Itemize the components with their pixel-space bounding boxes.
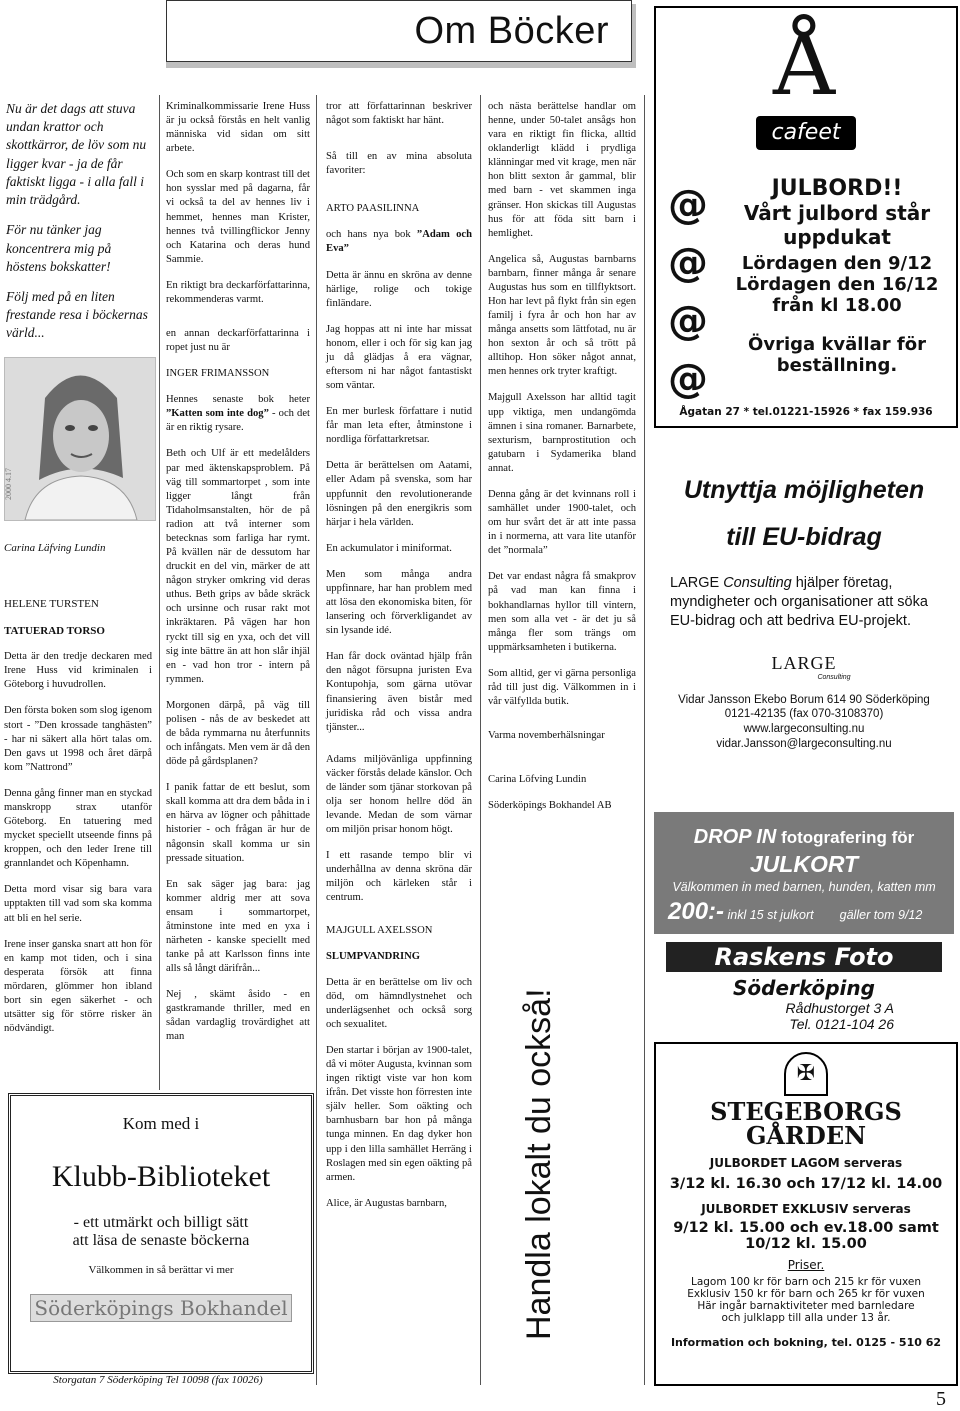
raskens-address: Rådhustorget 3 A: [785, 1000, 894, 1016]
author-photo: [4, 357, 156, 521]
article-column-3: [326, 100, 472, 1223]
paragraph: och nästa berättelse handlar om henne, under 50-talet ansågs hon vara en riktigt fin flicka, alltid oklanderligt klädd i prydliga klänningar med vit krage, men när hon blitt sexton år gammal, blir med barn - vet skammen inga gränser. Hon skickas till Augustas hus för att föda sitt barn i hemlighet.: [488, 101, 636, 239]
cafe-logo-word: cafeet: [756, 116, 856, 150]
paragraph: Beth och Ulf är ett medelålders par med äktenskapsproblem. På väg till sommartorpet , som inte ligger långt från Tidaholmsanstalten, hör de på radion att två interner som betecknas som farliga har rymt. På kvällen när de dessutom har druckit en del vin, märker de att någon stryker omkring vid deras uthus. Beth grips av både skräck och ursinne och rusar rakt mot inkräktaren. På vägen har hon ryckt till sig en yxa, och det vill sig inte bättre än att hon slår ihjäl en - vad hon tror - intern på rymmen.: [166, 448, 310, 685]
steg-line: 10/12 kl. 15.00: [745, 1236, 867, 1252]
cafe-ad: [654, 6, 958, 428]
book-title: ”Katten som inte dog”: [166, 408, 269, 420]
paragraph: I panik fattar de ett beslut, som skall komma att dra dem båda in i en härva av lögner och påhittade historier - och frågan är hur de någonsin skall komma ur sin pressade situation.: [166, 782, 310, 864]
steg-line: JULBORDET LAGOM serveras: [709, 1156, 903, 1170]
cafe-line: från kl 18.00: [772, 295, 902, 316]
steg-line: Lagom 100 kr för barn och 215 kr för vuxen: [690, 1276, 921, 1288]
page-title-box: [166, 0, 632, 62]
paragraph: Nej , skämt åsido - en gastkramande thriller, med en sådan vardaglig trovärdighet att man: [166, 989, 310, 1043]
paragraph: Kriminalkommissarie Irene Huss är ju också förstås en helt vanlig människa vid sidan om sitt arbete.: [166, 101, 310, 155]
paragraph: Den första boken som slog igenom stort - ”Den krossade tanghästen” - har ni säkert alla hört talas om. Den gavs ut 1998 och året därpå kom ”Nattrond”: [4, 705, 152, 773]
large-logo: LARGE: [771, 652, 837, 673]
paragraph: Detta mord visar sig bara vara upptakten till vad som ska komma att bli en hel serie.: [4, 884, 152, 924]
contact-line: 0121-42135 (fax 070-3108370): [724, 708, 884, 721]
cafe-line: Övriga kvällar för: [748, 334, 926, 355]
paragraph: Denna gång finner man en styckad manskropp strax utanför Göteborg. En tatuering med mycket speciellt utseende finns på kroppen, och den leder Irene till grannlandet och Köpenhamn.: [4, 787, 152, 870]
dropin-ad: [654, 812, 954, 934]
cafe-footer: Ågatan 27 * tel.01221-15926 * fax 159.936: [679, 406, 933, 418]
spiral-icon: @: [668, 182, 708, 228]
intro-text: [6, 100, 152, 355]
cafe-line: Lördagen den 9/12: [741, 253, 933, 274]
cafe-line: uppdukat: [783, 225, 891, 249]
paragraph: Irene inser ganska snart att hon för en kamp mot tiden, och i sina desperata försök att finna mördaren, glömmer hon ibland bort sin egen säkerhet - och utsätter sig för större risker än nödvändigt.: [4, 938, 152, 1035]
paragraph: Alice, är Augustas barnbarn,: [326, 1197, 447, 1209]
paragraph: Och som en skarp kontrast till det hon sysslar med på dagarna, får vi också ta del av hennes liv i hemmet, hennes man Krister, hennes två tvillingflickor Jenny och Katarina och deras hund Sammie.: [166, 169, 310, 265]
ad-line: Välkommen in så berättar vi mer: [88, 1264, 234, 1276]
cafe-text: [724, 176, 950, 376]
paragraph: Så till en av mina absoluta favoriter:: [326, 151, 472, 177]
paragraph: Detta är den tredje deckaren med Irene Huss vid kriminalen i Göteborg i huvudrollen.: [4, 651, 152, 691]
paragraph: Som alltid, ger vi gärna personliga råd till just dig. Välkommen in i vår välfyllda butik.: [488, 667, 636, 707]
article-column-1: [4, 597, 152, 1048]
cafe-line: Lördagen den 16/12: [735, 274, 939, 295]
column-divider: [159, 95, 160, 1090]
intro-paragraph: Följ med på en liten frestande resa i böckernas värld...: [6, 288, 148, 341]
paragraph: En mer burlesk författare i nutid får man leta efter, åtminstone i nordliga författarkretsar.: [326, 406, 472, 446]
author-name: HELENE TURSTEN: [4, 598, 99, 610]
spiral-decoration: [668, 176, 708, 408]
dropin-line: JULKORT: [749, 851, 859, 877]
bookshop-address: Storgatan 7 Söderköping Tel 10098 (fax 10026): [53, 1374, 263, 1386]
paragraph: Det var endast några få smakprov på vad man kan finna i bokhandlarnas hyllor till vintern, men som alla vet - är det ju så många fler som trängs om uppmärksamheten i butikerna.: [488, 571, 636, 653]
photo-credit: 2000 4.17: [4, 468, 13, 500]
page-title: Om Böcker: [414, 9, 609, 52]
portrait-image: [5, 358, 155, 520]
crest-icon: ✠: [784, 1052, 828, 1096]
paragraph: Den startar i början av 1900-talet, då vi möter Augusta, kvinnan som ingen riktigt viste var hon kom ifrån. Det visste hon förresten inte själv heller. Som oäkting och barnhusbarn bar hon på många tunga minnen. En dag dyker hon upp i den lilla samhället Herräng i Roslagen med sin egen oäkting på armen.: [326, 1044, 472, 1183]
steg-line: Priser.: [787, 1258, 825, 1272]
page-header: [6, 0, 636, 64]
ad-line: - ett utmärkt och billigt sätt: [73, 1214, 249, 1231]
paragraph: tror att författarinnan beskriver något som faktiskt har hänt.: [326, 101, 472, 127]
spiral-icon: @: [668, 240, 708, 286]
stegeborgs-name: STEGEBORGS GÅRDEN: [710, 1097, 902, 1150]
eu-contact: [654, 693, 954, 753]
column-divider: [316, 95, 317, 1385]
dropin-line: DROP IN fotografering för: [693, 826, 915, 848]
paragraph: Hennes senaste bok heter ”Katten som inte dog” - och det är en riktig rysare.: [166, 394, 310, 434]
dropin-line: Välkommen in med barnen, hunden, katten mm: [672, 880, 936, 894]
paragraph: En riktigt bra deckarförfattarinna, rekommenderas varmt.: [166, 279, 310, 305]
cafe-line: beställning.: [776, 355, 898, 376]
eu-body: LARGE Consulting hjälper företag, myndigheter och organisationer att söka EU-bidrag och att bedriva EU-projekt.: [670, 575, 928, 629]
paragraph: En sak säger jag bara: jag kommer aldrig mer att sova ensam i sommartorpet, åtminstone inte med en yxa i närheten - kanske speciellt med tanke på att Karlsson finns inte alls så långt därifrån...: [166, 878, 310, 975]
raskens-phone: Tel. 0121-104 26: [789, 1016, 894, 1032]
article-column-4: [488, 100, 636, 825]
book-title: TATUERAD TORSO: [4, 624, 105, 637]
eu-consulting-ad: [654, 440, 954, 752]
column-divider: [480, 95, 481, 1385]
photo-caption: Carina Läfving Lundin: [4, 542, 106, 554]
author-name: INGER FRIMANSSON: [166, 368, 270, 380]
paragraph: Morgonen därpå, på väg till polisen - nås de av beskedet att de båda rymmarna nu återfunnits och infångats. Men vem är då den döde på gårdsplanen?: [166, 699, 310, 768]
steg-line: Information och bokning, tel. 0125 - 510 62: [670, 1336, 942, 1349]
contact-line[interactable]: vidar.Jansson@largeconsulting.nu: [716, 738, 892, 751]
paragraph: en annan deckarförfattarinna i ropet just nu är: [166, 328, 310, 354]
paragraph: och hans nya bok ”Adam och Eva”: [326, 229, 473, 255]
intro-paragraph: Nu är det dags att stuva undan krattor och skottkärror, de löv som nu ligger kvar - ja de får faktiskt ligga - i alla fall i min trädgård.: [6, 101, 147, 208]
book-title: SLUMPVANDRING: [326, 950, 420, 962]
paragraph: Angelica så, Augustas barnbarns barnbarn, finner många år senare Augustas hus som en tillflyktsort. Hon har levt på flykt från sin egen familj i fyra år och hon har av många ansetts som lättfotad, nu är hon sexton år och så trött på alltihop. Hon söker något annat, men hennes ork tryter kraftigt.: [488, 253, 636, 378]
contact-line[interactable]: www.largeconsulting.nu: [743, 723, 865, 736]
page-number: 5: [936, 1388, 946, 1410]
large-logo-sub: Consulting: [817, 673, 851, 681]
klubb-biblioteket-ad: [8, 1093, 314, 1374]
steg-line: 9/12 kl. 15.00 och ev.18.00 samt: [673, 1220, 939, 1236]
intro-paragraph: För nu tänker jag koncentrera mig på höstens bokskatter!: [6, 222, 112, 274]
paragraph: I ett rasande tempo blir vi underhållna av denna skröna där miljön och kärleken står i centrum.: [326, 850, 472, 904]
raskens-foto-ad: [654, 940, 954, 1036]
book-title: ”Adam och Eva”: [326, 229, 473, 255]
paragraph: En ackumulator i miniformat.: [326, 542, 452, 554]
stegeborgs-ad: [654, 1042, 958, 1386]
cafe-line: Vårt julbord står: [743, 201, 931, 225]
steg-line: 3/12 kl. 16.30 och 17/12 kl. 14.00: [669, 1176, 943, 1192]
vertical-slogan: Handla lokalt du också!: [520, 988, 558, 1340]
paragraph: Majgull Axelsson har alltid tagit upp viktiga, men undangömda ämnen i sina romaner. Barnarbete, sexturism, barnprostitution och gatubarn i Sydamerika bland annat.: [488, 392, 636, 474]
bookshop-logo: Söderköpings Bokhandel: [30, 1294, 292, 1322]
paragraph: Detta är ännu en skröna av denne härlige, rolige och tokige finländare.: [326, 269, 472, 309]
paragraph: Han får dock oväntad hjälp från den något försupna juristen Eva Kontupohja, som gärna utövar finansiering även bistår med juridiska råd och vissa andra tjänster...: [326, 651, 472, 733]
eu-heading: till EU-bidrag: [726, 523, 882, 551]
paragraph: Detta är berättelsen om Aatami, eller Adam på svenska, som har uppfunnit den revolutionerande lösningen på den energikris som härjar i hela världen.: [326, 460, 472, 528]
paragraph: Adams miljövänliga uppfinning väcker förstås delade känslor. Och de länder som tjänar storkovan på olja ser honom hellre död än levande. Medan de som värnar om miljön prisar honom högt.: [326, 753, 472, 836]
eu-heading: Utnyttja möjligheten: [683, 476, 925, 504]
steg-line: Exklusiv 150 kr för barn och 265 kr för vuxen: [687, 1288, 925, 1300]
raskens-logo: Raskens Foto: [666, 942, 942, 972]
column-divider: [644, 95, 645, 1385]
paragraph: Varma novemberhälsningar: [488, 730, 605, 742]
dropin-price-line: 200:- inkl 15 st julkort gäller tom 9/12: [668, 898, 923, 925]
contact-line: Vidar Jansson Ekebo Borum 614 90 Söderköping: [678, 693, 930, 706]
paragraph: Men som många andra uppfinnare, har han problem med att lösa den ekonomiska biten, för lansering och förverkligandet av sin lysande idé.: [326, 568, 472, 637]
article-column-2: [166, 100, 310, 1057]
signature: Carina Löfving Lundin: [488, 774, 587, 786]
spiral-icon: @: [668, 356, 708, 402]
steg-line: JULBORDET EXKLUSIV serveras: [701, 1202, 911, 1216]
author-name: MAJGULL AXELSSON: [326, 924, 433, 936]
paragraph: Detta är en berättelse om liv och död, om hämndlystnehet och underlägsenhet och också sorg och sexualitet.: [326, 976, 472, 1030]
ad-line: att läsa de senaste böckerna: [72, 1232, 250, 1249]
steg-line: och julklapp till alla under 13 år.: [721, 1312, 891, 1324]
raskens-city: Söderköping: [733, 976, 875, 1000]
paragraph: Denna gång är det kvinnans roll i samhället under 1900-talet, och om hur svårt det är att inte passa in i normerna, att vara lite utanför det ”normala”: [488, 488, 636, 557]
signature: Söderköpings Bokhandel AB: [488, 800, 612, 812]
ad-heading: Klubb-Biblioteket: [51, 1160, 271, 1193]
cafe-line: JULBORD!!: [771, 176, 903, 201]
author-name: ARTO PAASILINNA: [326, 203, 420, 215]
paragraph: Jag hoppas att ni inte har missat honom, eller i och för sig kan jag ju då glädjas å era vägnar, eftersom ni har något fantastiskt som väntar.: [326, 323, 472, 392]
steg-line: Här ingår barnaktiviteter med barnledare: [697, 1300, 915, 1312]
spiral-icon: @: [668, 298, 708, 344]
cafe-logo-letter: Å: [772, 15, 836, 115]
ad-line: Kom med i: [122, 1114, 200, 1133]
